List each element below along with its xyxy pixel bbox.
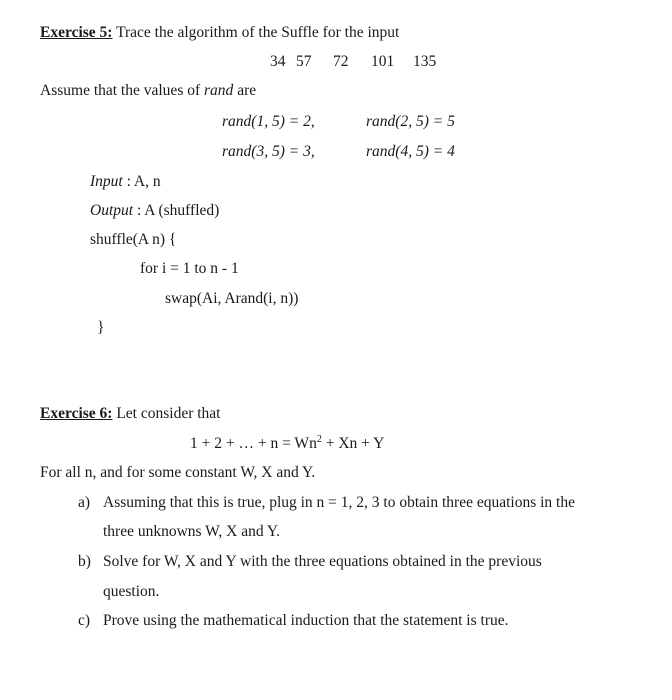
input-value: 101 bbox=[371, 53, 395, 70]
equation-lhs: 1 + 2 + … + n = Wn bbox=[190, 435, 317, 452]
input-value: 72 bbox=[333, 53, 349, 70]
output-label: Output bbox=[90, 202, 134, 219]
equation-exponent: 2 bbox=[316, 434, 322, 445]
rand-value: rand(2, 5) = 5 bbox=[366, 113, 455, 130]
exercise-5-heading: Exercise 5: bbox=[40, 24, 113, 41]
exercise-6-title-line bbox=[40, 405, 220, 423]
rand-value: rand(3, 5) = 3, bbox=[222, 143, 315, 160]
code-close: } bbox=[97, 319, 105, 336]
exercise-5-intro: Trace the algorithm of the Suffle for the input bbox=[116, 24, 400, 41]
input-spec-value: : A, n bbox=[126, 173, 161, 190]
exercise-5-title-line bbox=[40, 24, 399, 42]
list-item-text: Prove using the mathematical induction that the statement is true. bbox=[103, 612, 509, 629]
forall-line: For all n, and for some constant W, X and Y. bbox=[40, 464, 316, 481]
rand-value: rand(1, 5) = 2, bbox=[222, 113, 315, 130]
assume-line bbox=[40, 82, 256, 100]
list-item-letter: c) bbox=[78, 612, 91, 629]
input-value: 34 bbox=[270, 53, 286, 70]
list-item-text: Assuming that this is true, plug in n = 1, 2, 3 to obtain three equations in the bbox=[103, 494, 575, 511]
list-item-text: three unknowns W, X and Y. bbox=[103, 523, 280, 540]
assume-post: are bbox=[237, 82, 257, 99]
input-value: 135 bbox=[413, 53, 437, 70]
assume-pre: Assume that the values of bbox=[40, 82, 201, 99]
input-label: Input bbox=[90, 173, 123, 190]
list-item-text: Solve for W, X and Y with the three equations obtained in the previous bbox=[103, 553, 542, 570]
code-signature: shuffle(A n) { bbox=[90, 231, 177, 248]
rand-value: rand(4, 5) = 4 bbox=[366, 143, 455, 160]
exercise-6-intro: Let consider that bbox=[116, 405, 221, 422]
exercise-6-heading: Exercise 6: bbox=[40, 405, 113, 422]
list-item-letter: b) bbox=[78, 553, 91, 570]
list-item-letter: a) bbox=[78, 494, 91, 511]
output-spec-value: : A (shuffled) bbox=[136, 202, 220, 219]
sum-equation bbox=[190, 435, 384, 453]
assume-var: rand bbox=[204, 82, 234, 99]
code-loop: for i = 1 to n - 1 bbox=[140, 260, 239, 277]
list-item-text: question. bbox=[103, 583, 160, 600]
input-spec bbox=[90, 173, 161, 191]
code-body: swap(Ai, Arand(i, n)) bbox=[165, 290, 299, 307]
output-spec bbox=[90, 202, 219, 220]
equation-rhs: + Xn + Y bbox=[321, 435, 385, 452]
input-value: 57 bbox=[296, 53, 312, 70]
